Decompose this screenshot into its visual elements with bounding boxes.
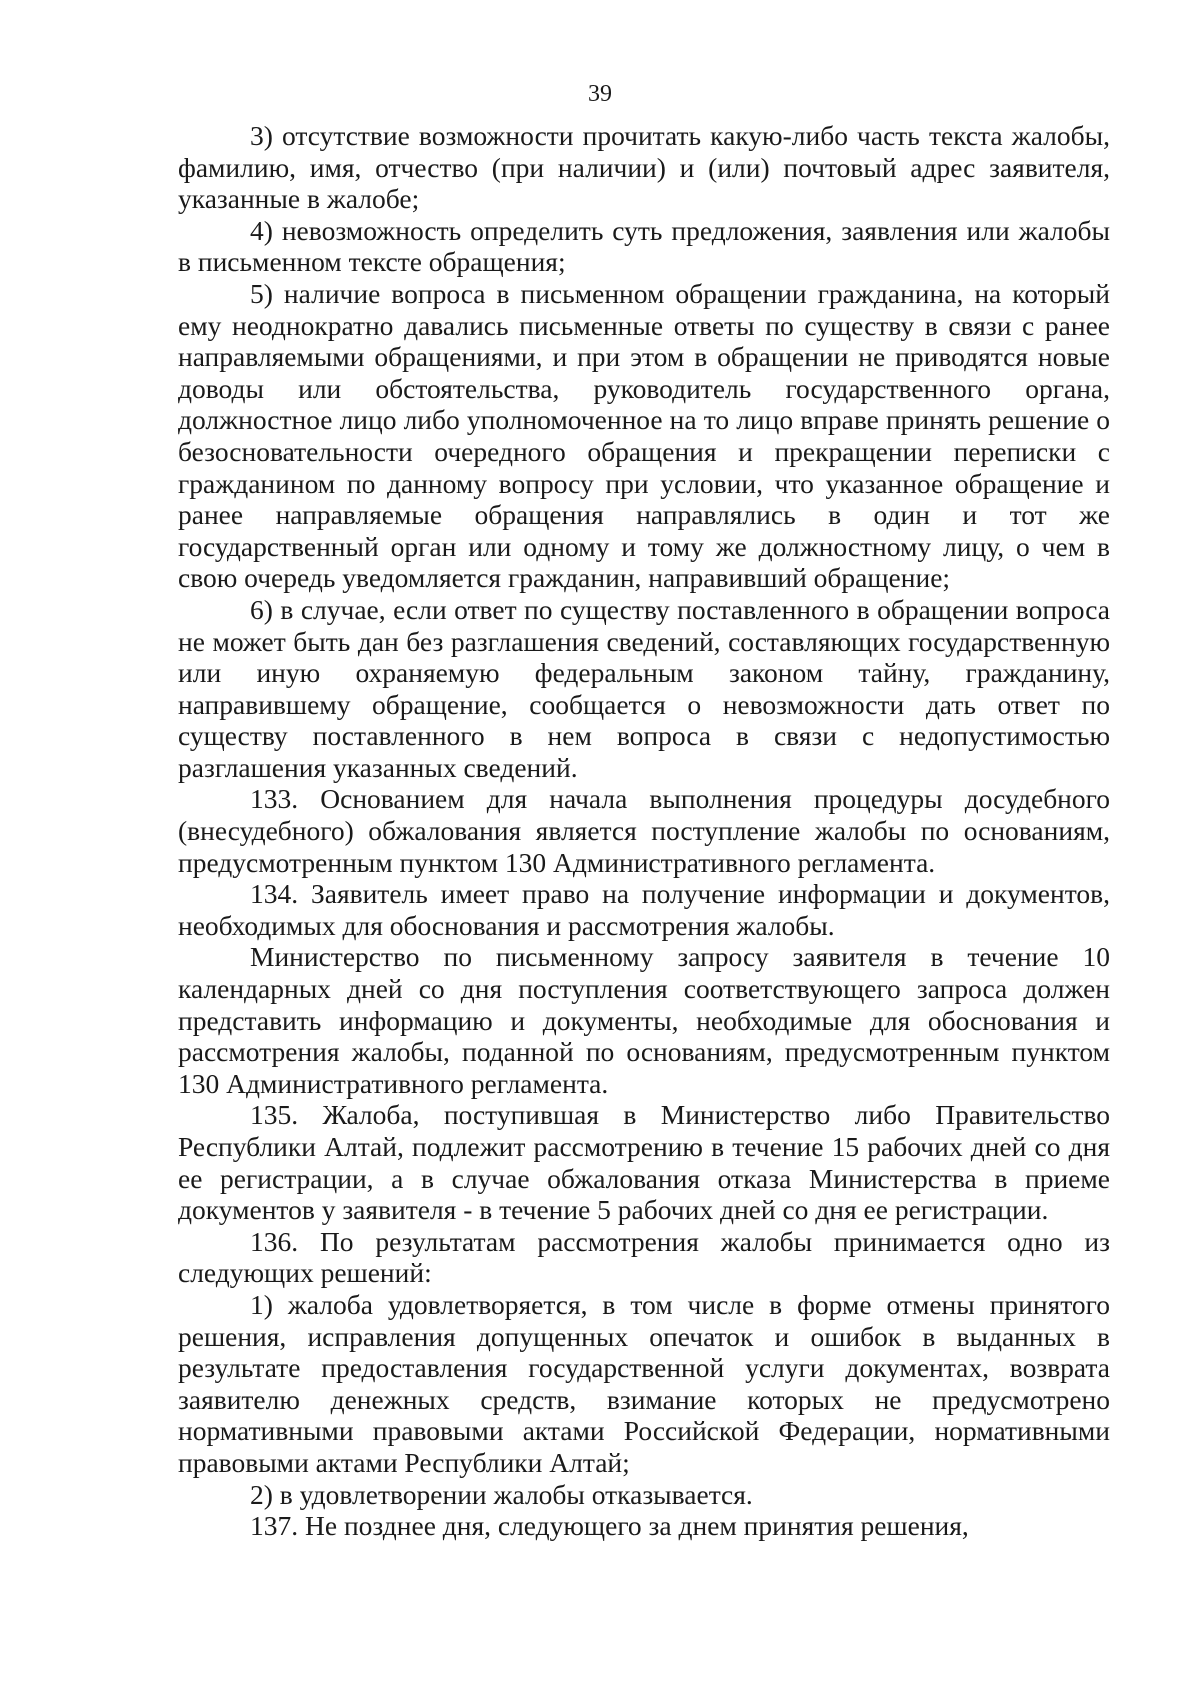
paragraph-item-4: 4) невозможность определить суть предложения, заявления или жалобы в письменном тексте обращения;: [178, 214, 1110, 278]
paragraph-136-item-1: 1) жалоба удовлетворяется, в том числе в форме отмены принятого решения, исправления допущенных опечаток и ошибок в выданных в результате предоставления государственной услуги документах, возврата заявителю денежных средств, взимание которых не предусмотрено нормативными правовыми актами Российской Федерации, нормативными правовыми актами Республики Алтай;: [178, 1288, 1110, 1478]
paragraph-136-item-2: 2) в удовлетворении жалобы отказывается.: [250, 1478, 753, 1510]
paragraph-137: 137. Не позднее дня, следующего за днем принятия решения,: [250, 1510, 969, 1542]
paragraph-135: 135. Жалоба, поступившая в Министерство либо Правительство Республики Алтай, подлежит рассмотрению в течение 15 рабочих дней со дня ее регистрации, а в случае обжалования отказа Министерства в приеме документов у заявителя - в течение 5 рабочих дней со дня ее регистрации.: [178, 1099, 1110, 1226]
page-number: 39: [588, 81, 612, 107]
paragraph-item-6: 6) в случае, если ответ по существу поставленного в обращении вопроса не может быть дан без разглашения сведений, составляющих государственную или иную охраняемую федеральным законом тайну, гражданину, направившему обращение, сообщается о невозможности дать ответ по существу поставленного в нем вопроса в связи с недопустимостью разглашения указанных сведений.: [178, 593, 1110, 783]
paragraph-133: 133. Основанием для начала выполнения процедуры досудебного (внесудебного) обжалования является поступление жалобы по основаниям, предусмотренным пунктом 130 Административного регламента.: [178, 783, 1110, 878]
paragraph-136: 136. По результатам рассмотрения жалобы принимается одно из следующих решений:: [178, 1225, 1110, 1289]
document-body: [178, 120, 1110, 1542]
paragraph-134-continued: Министерство по письменному запросу заявителя в течение 10 календарных дней со дня поступления соответствующего запроса должен представить информацию и документы, необходимые для обоснования и рассмотрения жалобы, поданной по основаниям, предусмотренным пунктом 130 Административного регламента.: [178, 941, 1110, 1099]
paragraph-item-5: 5) наличие вопроса в письменном обращении гражданина, на который ему неоднократно давались письменные ответы по существу в связи с ранее направляемыми обращениями, и при этом в обращении не приводятся новые доводы или обстоятельства, руководитель государственного органа, должностное лицо либо уполномоченное на то лицо вправе принять решение о безосновательности очередного обращения и прекращении переписки с гражданином по данному вопросу при условии, что указанное обращение и ранее направляемые обращения направлялись в один и тот же государственный орган или одному и тому же должностному лицу, о чем в свою очередь уведомляется гражданин, направивший обращение;: [178, 277, 1110, 594]
paragraph-134: 134. Заявитель имеет право на получение информации и документов, необходимых для обоснования и рассмотрения жалобы.: [178, 878, 1110, 941]
paragraph-item-3: 3) отсутствие возможности прочитать какую-либо часть текста жалобы, фамилию, имя, отчество (при наличии) и (или) почтовый адрес заявителя, указанные в жалобе;: [178, 120, 1110, 215]
